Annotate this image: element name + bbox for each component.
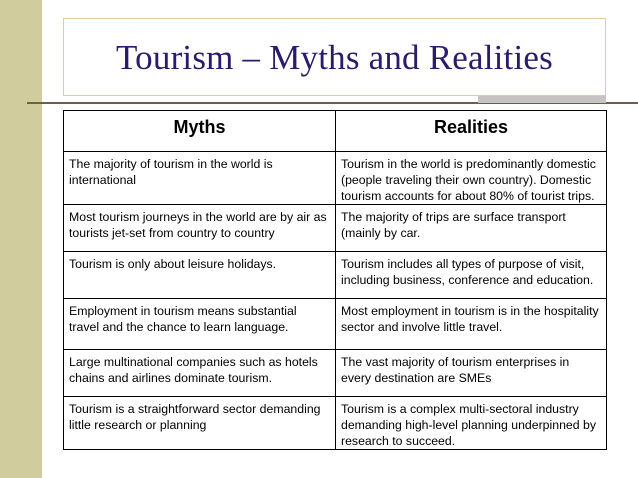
myths-realities-table xyxy=(63,110,607,450)
reality-cell: Tourism includes all types of purpose of visit, including business, conference and education. xyxy=(336,252,607,299)
table-row xyxy=(64,252,607,299)
reality-cell: The vast majority of tourism enterprises in every destination are SMEs xyxy=(336,350,607,397)
decorative-corner-block xyxy=(478,96,606,103)
reality-cell: Most employment in tourism is in the hospitality sector and involve little travel. xyxy=(336,299,607,350)
table-header-row xyxy=(64,111,607,152)
myth-cell: Employment in tourism means substantial travel and the chance to learn language. xyxy=(64,299,336,350)
myth-cell: Tourism is a straightforward sector demanding little research or planning xyxy=(64,397,336,450)
reality-cell: Tourism is a complex multi-sectoral industry demanding high-level planning underpinned by research to succeed. xyxy=(336,397,607,450)
table-row xyxy=(64,350,607,397)
myth-cell: Most tourism journeys in the world are by air as tourists jet-set from country to country xyxy=(64,205,336,252)
reality-cell: The majority of trips are surface transport (mainly by car. xyxy=(336,205,607,252)
myth-cell: Large multinational companies such as hotels chains and airlines dominate tourism. xyxy=(64,350,336,397)
realities-column-header: Realities xyxy=(336,111,607,152)
table-row xyxy=(64,299,607,350)
myth-cell: Tourism is only about leisure holidays. xyxy=(64,252,336,299)
table-row xyxy=(64,205,607,252)
table-row xyxy=(64,397,607,450)
myth-cell: The majority of tourism in the world is international xyxy=(64,152,336,205)
reality-cell: Tourism in the world is predominantly domestic (people traveling their own country). Domestic tourism accounts for about 80% of tourist trips. xyxy=(336,152,607,205)
decorative-sidebar xyxy=(0,0,42,478)
table-row xyxy=(64,152,607,205)
slide-title: Tourism – Myths and Realities xyxy=(116,38,553,77)
myths-column-header: Myths xyxy=(64,111,336,152)
